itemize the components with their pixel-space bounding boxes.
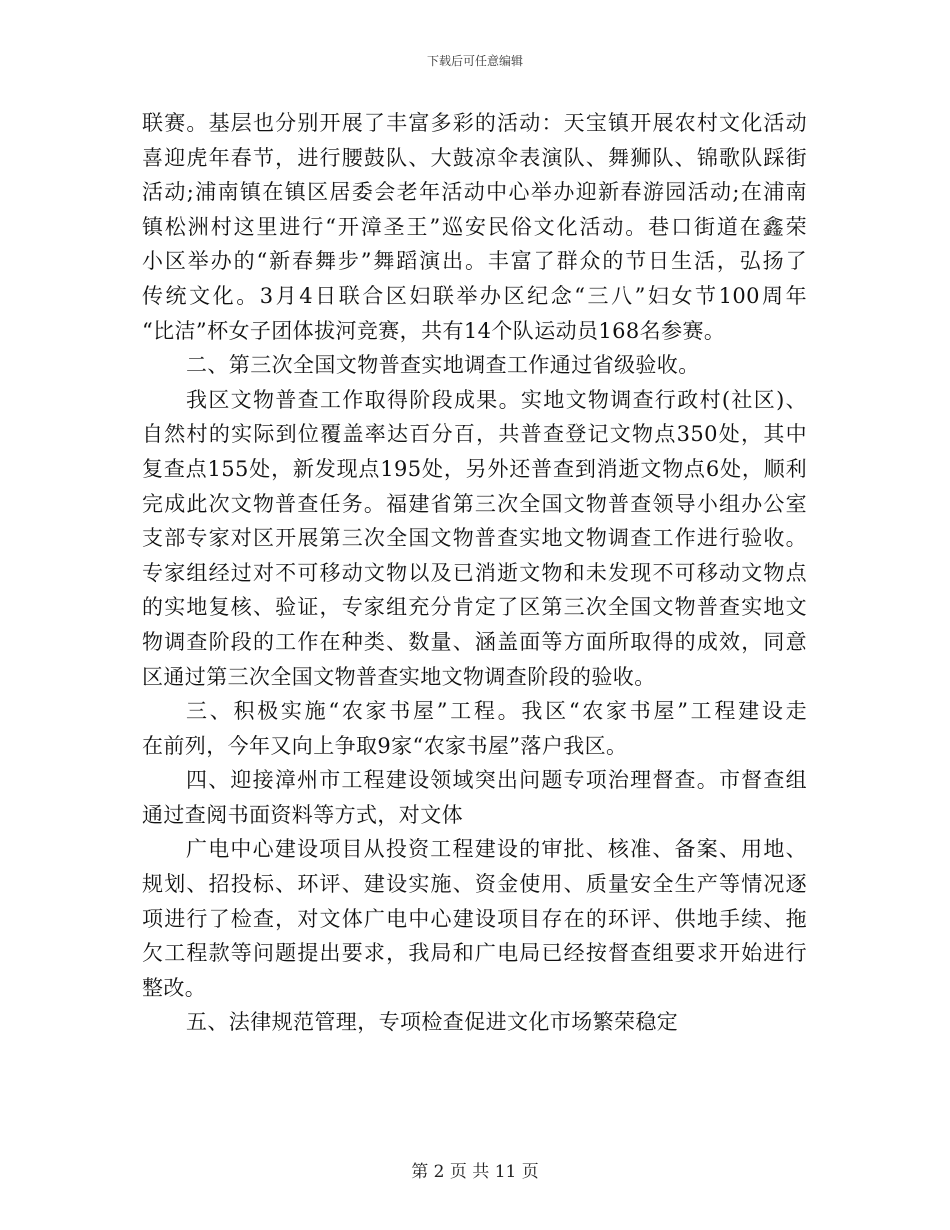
text-line: 四、迎接漳州市工程建设领域突出问题专项治理督查。市督查组 xyxy=(186,768,807,793)
text-line: 镇松洲村这里进行“开漳圣王”巡安民俗文化活动。巷口街道在鑫荣 xyxy=(142,214,807,239)
section-heading xyxy=(142,1005,807,1040)
paragraph xyxy=(142,694,807,763)
page-header xyxy=(0,52,950,69)
paragraph xyxy=(142,106,807,348)
text-line: 自然村的实际到位覆盖率达百分百，共普查登记文物点350处，其中 xyxy=(142,422,807,447)
text-line: 区通过第三次全国文物普查实地文物调查阶段的验收。 xyxy=(142,664,656,689)
text-line: 欠工程款等问题提出要求，我局和广电局已经按督查组要求开始进行 xyxy=(142,941,807,966)
text-line: 喜迎虎年春节，进行腰鼓队、大鼓凉伞表演队、舞狮队、锦歌队踩街 xyxy=(142,145,807,170)
text-line: 联赛。基层也分别开展了丰富多彩的活动：天宝镇开展农村文化活动 xyxy=(142,111,807,135)
header-text: 下载后可任意编辑 xyxy=(426,54,523,68)
text-line: 五、法律规范管理，专项检查促进文化市场繁荣稳定 xyxy=(186,1010,679,1035)
text-line: 的实地复核、验证，专家组充分肯定了区第三次全国文物普查实地文 xyxy=(142,595,807,620)
paragraph xyxy=(142,383,807,694)
text-line: 项进行了检查，对文体广电中心建设项目存在的环评、供地手续、拖 xyxy=(142,906,807,931)
text-line: 传统文化。3月4日联合区妇联举办区纪念“三八”妇女节100周年 xyxy=(142,283,807,308)
text-line: 专家组经过对不可移动文物以及已消逝文物和未发现不可移动文物点 xyxy=(142,560,807,585)
section-heading xyxy=(142,348,807,383)
text-line: “比洁”杯女子团体拔河竞赛，共有14个队运动员168名参赛。 xyxy=(142,318,726,343)
text-line: 完成此次文物普查任务。福建省第三次全国文物普查领导小组办公室 xyxy=(142,491,807,516)
text-line: 物调查阶段的工作在种类、数量、涵盖面等方面所取得的成效，同意 xyxy=(142,629,807,654)
text-line: 广电中心建设项目从投资工程建设的审批、核准、备案、用地、 xyxy=(186,837,807,862)
text-line: 支部专家对区开展第三次全国文物普查实地文物调查工作进行验收。 xyxy=(142,526,807,551)
text-line: 活动;浦南镇在镇区居委会老年活动中心举办迎新春游园活动;在浦南 xyxy=(142,180,807,205)
page-number: 第 2 页 共 11 页 xyxy=(411,1162,539,1182)
text-line: 三、积极实施“农家书屋”工程。我区“农家书屋”工程建设走 xyxy=(186,699,807,724)
text-line: 小区举办的“新春舞步”舞蹈演出。丰富了群众的节日生活，弘扬了 xyxy=(142,249,807,274)
document-body xyxy=(142,106,807,1040)
text-line: 整改。 xyxy=(142,975,207,1000)
text-line: 通过查阅书面资料等方式，对文体 xyxy=(142,802,463,827)
paragraph xyxy=(142,832,807,1005)
text-line: 我区文物普查工作取得阶段成果。实地文物调查行政村(社区)、 xyxy=(186,387,807,412)
text-line: 规划、招投标、环评、建设实施、资金使用、质量安全生产等情况逐 xyxy=(142,872,807,897)
text-line: 二、第三次全国文物普查实地调查工作通过省级验收。 xyxy=(186,353,700,378)
page-footer xyxy=(0,1157,950,1182)
paragraph xyxy=(142,763,807,832)
text-line: 在前列，今年又向上争取9家“农家书屋”落户我区。 xyxy=(142,733,628,758)
text-line: 复查点155处，新发现点195处，另外还普查到消逝文物点6处，顺利 xyxy=(142,456,807,481)
